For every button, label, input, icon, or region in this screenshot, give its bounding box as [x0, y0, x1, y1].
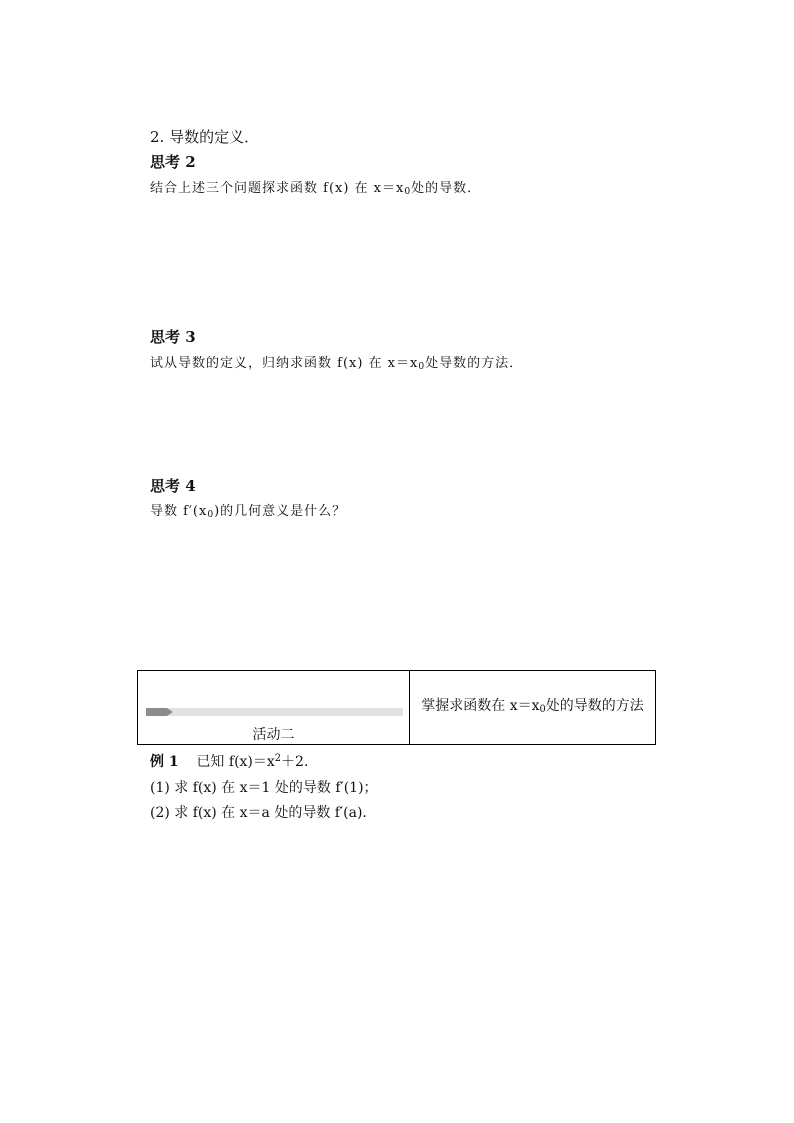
think2-question: 结合上述三个问题探求函数 f(x) 在 $x=x_0$处的导数．	[150, 181, 482, 197]
activity-table	[137, 670, 656, 745]
activity-progress-bar	[146, 708, 403, 716]
activity-goal: 掌握求函数在 $x=x_0$处的导数的方法	[421, 697, 644, 715]
think2-title: 思考 2	[150, 153, 196, 171]
activity-label: 活动二	[252, 727, 295, 743]
example1-part2: (2) 求 f(x) 在 x＝a 处的导数 f′(a)．	[150, 805, 377, 821]
think4-question: 导数 $f'(x_0)$的几何意义是什么？	[150, 504, 347, 520]
example1-title: 例 1	[150, 754, 179, 770]
section-heading: 2. 导数的定义．	[150, 128, 260, 146]
think3-title: 思考 3	[150, 328, 196, 346]
example1-statement: 例 1 已知 $f(x)=x^2+2$.	[150, 753, 309, 770]
activity-goal-cell	[410, 671, 655, 744]
think4-title: 思考 4	[150, 477, 196, 495]
activity-progress-fill	[146, 708, 167, 716]
think3-question: 试从导数的定义，归纳求函数 f(x) 在 $x=x_0$处导数的方法．	[150, 356, 524, 372]
activity-cell	[138, 671, 410, 744]
example1-part1: (1) 求 f(x) 在 x＝1 处的导数 f′(1)；	[150, 780, 378, 796]
